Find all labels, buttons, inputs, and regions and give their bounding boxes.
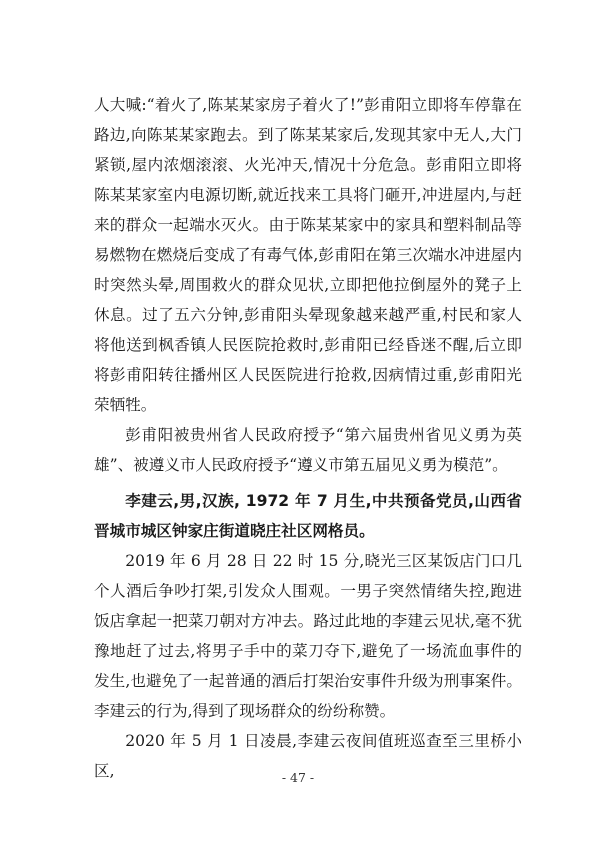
- body-paragraph: 2020 年 5 月 1 日凌晨,李建云夜间值班巡查至三里桥小区,: [94, 732, 522, 780]
- body-paragraph: 2019 年 6 月 28 日 22 时 15 分,晓光三区某饭店门口几个人酒后争吵打架,引发众人围观。一男子突然情绪失控,跑进饭店拿起一把菜刀朝对方冲去。路过此地的李建云见状,毫不犹豫地赶了过去,将男子手中的菜刀夺下,避免了一场流血事件的发生,也避免了一起普通的酒后打架治安事件升级为刑事案件。李建云的行为,得到了现场群众的纷纷称赞。: [94, 552, 522, 720]
- body-paragraph: 人大喊:“着火了,陈某某家房子着火了!”彭甫阳立即将车停靠在路边,向陈某某家跑去。到了陈某某家后,发现其家中无人,大门紧锁,屋内浓烟滚滚、火光冲天,情况十分危急。彭甫阳立即将陈某某家室内电源切断,就近找来工具将门砸开,冲进屋内,与赶来的群众一起端水灭火。由于陈某某家中的家具和塑料制品等易燃物在燃烧后变成了有毒气体,彭甫阳在第三次端水冲进屋内时突然头晕,周围救火的群众见状,立即把他拉倒屋外的凳子上休息。过了五六分钟,彭甫阳头晕现象越来越严重,村民和家人将他送到枫香镇人民医院抢救时,彭甫阳已经昏迷不醒,后立即将彭甫阳转往播州区人民医院进行抢救,因病情过重,彭甫阳光荣牺牲。: [94, 96, 522, 414]
- section-peng-fuyang: [94, 90, 522, 480]
- section-heading: 李建云,男,汉族, 1972 年 7 月生,中共预备党员,山西省晋城市城区钟家庄街道晓庄社区网格员。: [94, 492, 522, 540]
- section-li-jianyun: [94, 486, 522, 786]
- body-paragraph: 彭甫阳被贵州省人民政府授予“第六届贵州省见义勇为英雄”、被遵义市人民政府授予“遵义市第五届见义勇为模范”。: [94, 426, 522, 474]
- page-number: - 47 -: [281, 770, 315, 785]
